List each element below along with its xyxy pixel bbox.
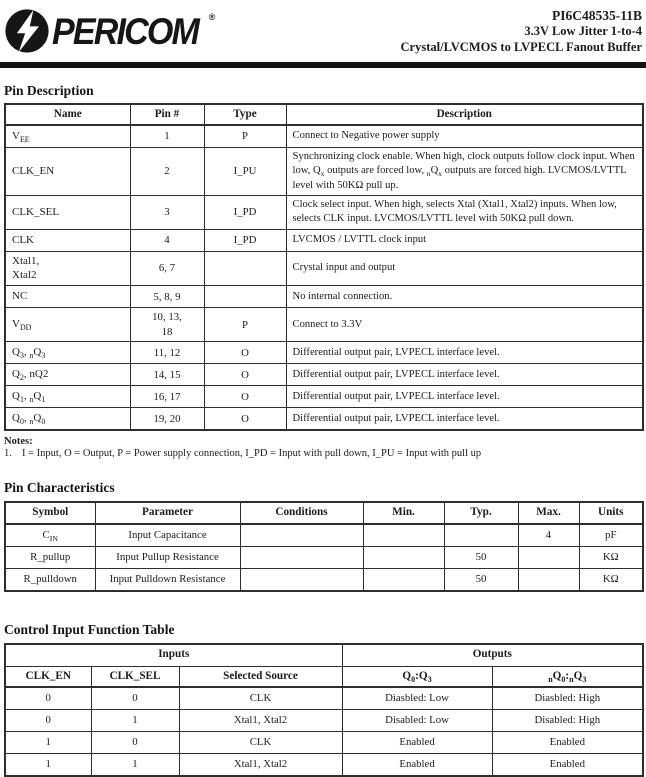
char-max [518, 568, 579, 591]
col-header-description: Description [286, 104, 643, 125]
ctl-nq-state: Diasbled: High [492, 687, 643, 710]
ctl-clk-sel: 0 [91, 731, 179, 753]
ctl-source: CLK [179, 687, 342, 710]
pin-number: 11, 12 [130, 342, 204, 364]
pin-type: I_PD [204, 229, 286, 251]
col-header-nq0-nq3: $_nQ_0:_nQ_3$ [492, 666, 643, 687]
ctl-clk-sel: 0 [91, 687, 179, 710]
char-symbol: R_pulldown [5, 568, 95, 591]
ctl-source: CLK [179, 731, 342, 753]
notes-title: Notes: [4, 436, 33, 448]
table-row [5, 148, 643, 196]
table-row [5, 342, 643, 364]
pin-number: 10, 13, 18 [130, 308, 204, 342]
pin-name: $V_{DD}$ [5, 308, 130, 342]
col-header-parameter: Parameter [95, 502, 240, 523]
part-subtitle-2: Crystal/LVCMOS to LVPECL Fanout Buffer [400, 39, 642, 54]
col-header-max: Max. [518, 502, 579, 523]
notes-section [4, 436, 642, 459]
pin-number: 16, 17 [130, 386, 204, 408]
pin-number: 6, 7 [130, 251, 204, 286]
group-header-outputs: Outputs [342, 644, 643, 667]
pin-desc: Differential output pair, LVPECL interface level. [286, 342, 643, 364]
control-input-function-table [4, 643, 644, 777]
table-row [5, 524, 643, 547]
col-header-name: Name [5, 104, 130, 125]
ctl-nq-state: Enabled [492, 731, 643, 753]
part-info-block [401, 6, 642, 55]
page-header [4, 6, 642, 58]
pin-name: CLK [5, 229, 130, 251]
col-header-q0-q3: $Q_0:Q_3$ [342, 666, 492, 687]
pin-type: I_PU [204, 148, 286, 196]
note-item [4, 448, 642, 459]
char-units: pF [579, 524, 643, 547]
col-header-type: Type [204, 104, 286, 125]
table-row [5, 568, 643, 591]
char-symbol: $C_{IN}$ [5, 524, 95, 547]
pin-name: NC [5, 286, 130, 308]
pin-name: $V_{EE}$ [5, 125, 130, 148]
table-row [5, 709, 643, 731]
col-header-conditions: Conditions [240, 502, 363, 523]
pin-number: 3 [130, 196, 204, 230]
table-row [5, 251, 643, 286]
header-rule [0, 62, 646, 68]
char-max: 4 [518, 524, 579, 547]
char-parameter: Input Pulldown Resistance [95, 568, 240, 591]
table-row [5, 286, 643, 308]
ctl-q-state: Disabled: Low [342, 709, 492, 731]
char-max [518, 546, 579, 568]
pin-name: $Q_3$, $_nQ_3$ [5, 342, 130, 364]
char-parameter: Input Capacitance [95, 524, 240, 547]
pin-name: CLK_SEL [5, 196, 130, 230]
ctl-clk-en: 0 [5, 709, 91, 731]
ctl-clk-sel: 1 [91, 753, 179, 776]
pin-desc: Clock select input. When high, selects Xtal (Xtal1, Xtal2) inputs. When low, selects CLK input. LVCMOS/LVTTL level with 50KΩ pull down. [286, 196, 643, 230]
pin-number: 14, 15 [130, 364, 204, 386]
ctl-q-state: Enabled [342, 753, 492, 776]
pin-type: O [204, 364, 286, 386]
pin-desc: No internal connection. [286, 286, 643, 308]
table-row [5, 308, 643, 342]
char-parameter: Input Pullup Resistance [95, 546, 240, 568]
pin-desc: Differential output pair, LVPECL interface level. [286, 408, 643, 431]
table-row [5, 229, 643, 251]
pericom-logo [4, 8, 217, 54]
pin-table-header-row [5, 104, 643, 125]
pin-desc: Differential output pair, LVPECL interface level. [286, 364, 643, 386]
char-conditions [240, 524, 363, 547]
ctl-clk-sel: 1 [91, 709, 179, 731]
pin-type: O [204, 342, 286, 364]
pin-number: 5, 8, 9 [130, 286, 204, 308]
char-conditions [240, 568, 363, 591]
pin-desc: Connect to 3.3V [286, 308, 643, 342]
ctl-q-state: Diasbled: Low [342, 687, 492, 710]
char-typ [444, 524, 518, 547]
pin-number: 2 [130, 148, 204, 196]
pin-type [204, 286, 286, 308]
control-column-header-row [5, 666, 643, 687]
table-row [5, 753, 643, 776]
pin-characteristics-table [4, 501, 644, 591]
pin-number: 1 [130, 125, 204, 148]
char-units: KΩ [579, 546, 643, 568]
table-row [5, 386, 643, 408]
pin-name: Xtal1, Xtal2 [5, 251, 130, 286]
pin-type: O [204, 386, 286, 408]
col-header-clk-sel: CLK_SEL [91, 666, 179, 687]
char-symbol: R_pullup [5, 546, 95, 568]
pin-name: $Q_2$, nQ2 [5, 364, 130, 386]
char-units: KΩ [579, 568, 643, 591]
pin-desc: Connect to Negative power supply [286, 125, 643, 148]
control-table-heading: Control Input Function Table [4, 621, 175, 637]
pin-name: CLK_EN [5, 148, 130, 196]
pin-desc: LVCMOS / LVTTL clock input [286, 229, 643, 251]
pin-number: 4 [130, 229, 204, 251]
note-number: 1. [4, 448, 12, 460]
table-row [5, 196, 643, 230]
pin-name: $Q_0$, $_nQ_0$ [5, 408, 130, 431]
pin-characteristics-heading: Pin Characteristics [4, 480, 115, 496]
pin-type: O [204, 408, 286, 431]
ctl-clk-en: 1 [5, 731, 91, 753]
col-header-selected-source: Selected Source [179, 666, 342, 687]
char-min [363, 546, 444, 568]
ctl-source: Xtal1, Xtal2 [179, 753, 342, 776]
table-row [5, 687, 643, 710]
ctl-source: Xtal1, Xtal2 [179, 709, 342, 731]
pin-name: $Q_1$, $_nQ_1$ [5, 386, 130, 408]
table-row [5, 364, 643, 386]
char-conditions [240, 546, 363, 568]
pin-description-table [4, 103, 644, 431]
col-header-clk-en: CLK_EN [5, 666, 91, 687]
pin-type: P [204, 125, 286, 148]
char-min [363, 524, 444, 547]
ctl-clk-en: 0 [5, 687, 91, 710]
col-header-symbol: Symbol [5, 502, 95, 523]
pin-type [204, 251, 286, 286]
pin-desc: Synchronizing clock enable. When high, clock outputs follow clock input. When low, $Q_x$ outputs are forced low, $_nQ_x$ outputs are forced high. LVCMOS/LVTTL level with 50KΩ pull up. [286, 148, 643, 196]
char-typ: 50 [444, 568, 518, 591]
col-header-min: Min. [363, 502, 444, 523]
table-row [5, 125, 643, 148]
table-row [5, 408, 643, 431]
ctl-clk-en: 1 [5, 753, 91, 776]
char-min [363, 568, 444, 591]
part-subtitle-1: 3.3V Low Jitter 1-to-4 [524, 24, 642, 39]
char-table-header-row [5, 502, 643, 523]
registered-trademark-symbol: ® [208, 11, 216, 22]
table-row [5, 731, 643, 753]
control-group-header-row [5, 644, 643, 667]
pin-type: P [204, 308, 286, 342]
pin-desc: Differential output pair, LVPECL interface level. [286, 386, 643, 408]
table-row [5, 546, 643, 568]
pin-number: 19, 20 [130, 408, 204, 431]
col-header-units: Units [579, 502, 643, 523]
pin-description-heading: Pin Description [4, 83, 94, 98]
pin-desc: Crystal input and output [286, 251, 643, 286]
pericom-logo-text: PERICOM [52, 10, 198, 52]
col-header-pin: Pin # [130, 104, 204, 125]
pericom-logo-icon [4, 8, 50, 54]
note-text: I = Input, O = Output, P = Power supply connection, I_PD = Input with pull down, I_PU = Input with pull up [22, 448, 482, 460]
col-header-typ: Typ. [444, 502, 518, 523]
part-number: PI6C48535-11B [551, 8, 642, 23]
ctl-nq-state: Disabled: High [492, 709, 643, 731]
char-typ: 50 [444, 546, 518, 568]
ctl-nq-state: Enabled [492, 753, 643, 776]
ctl-q-state: Enabled [342, 731, 492, 753]
group-header-inputs: Inputs [5, 644, 342, 667]
pin-type: I_PD [204, 196, 286, 230]
